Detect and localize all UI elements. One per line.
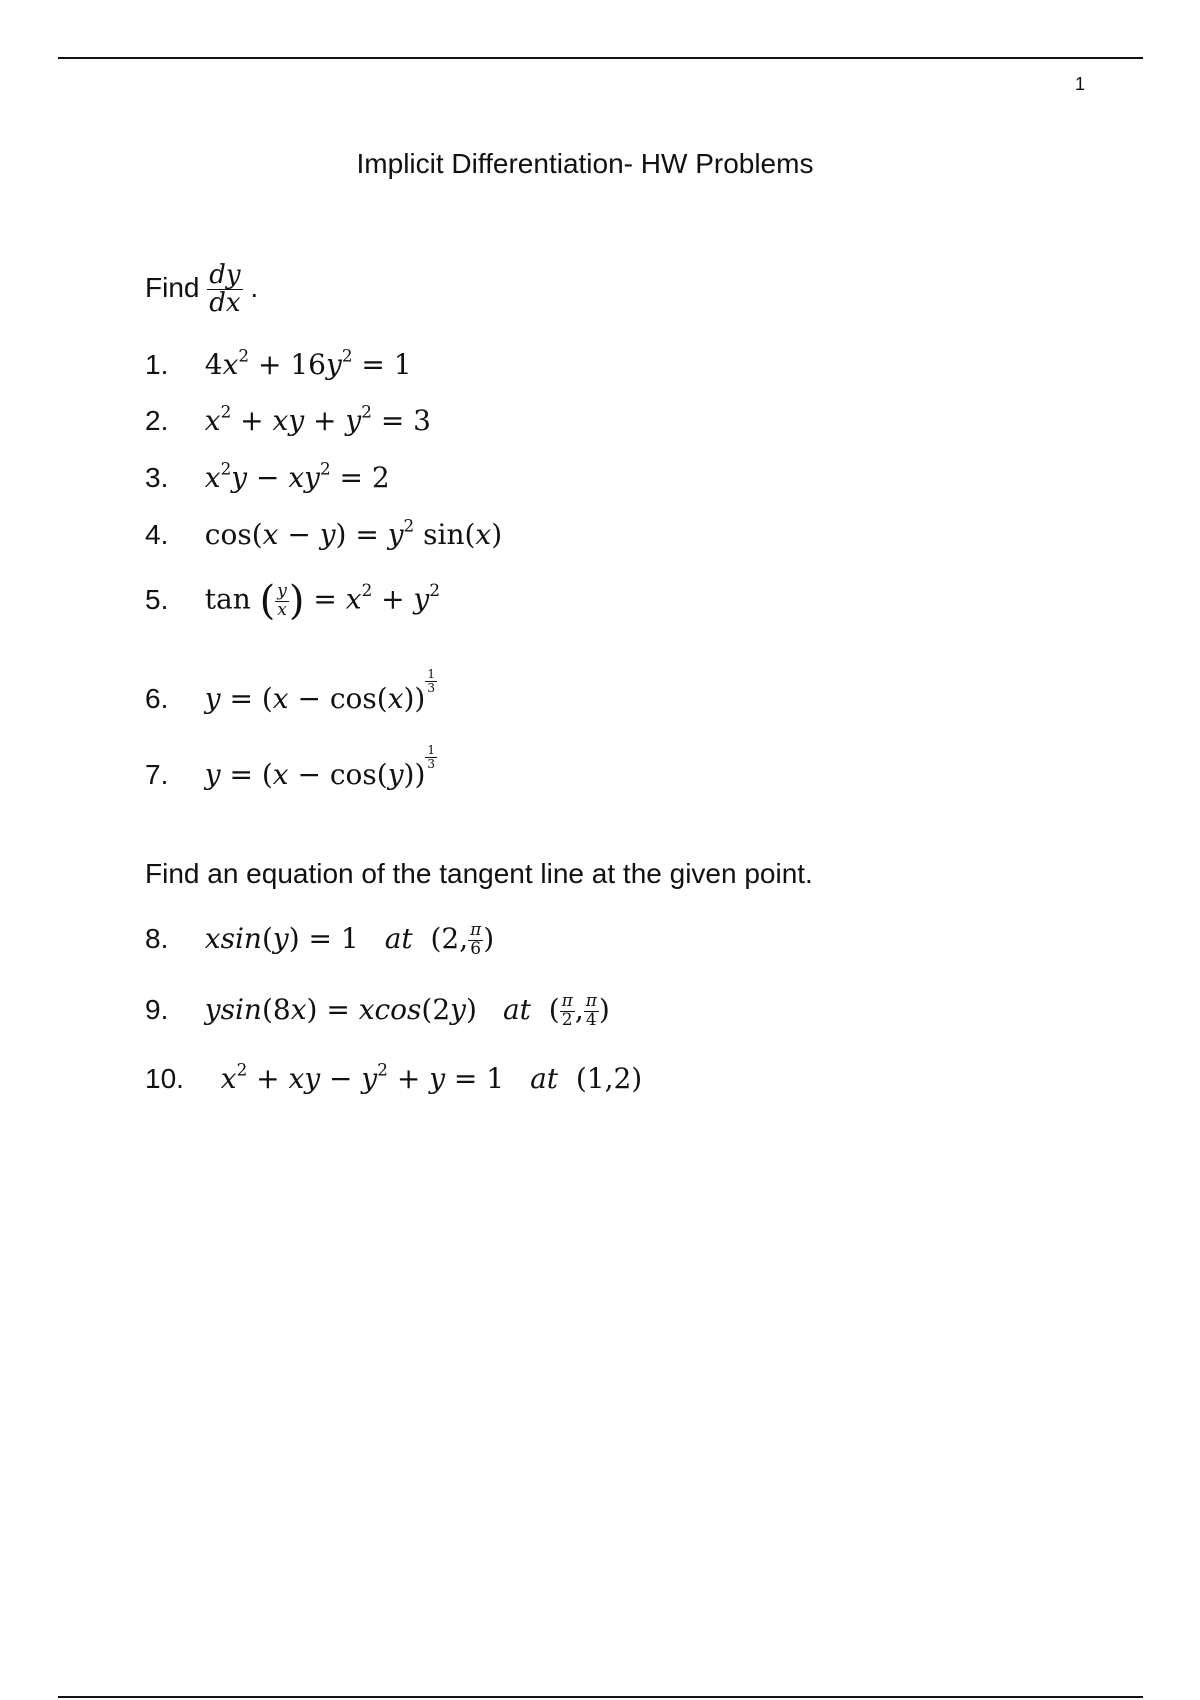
problem-expression: $x^2$ + xy + $y^2 = 3$ (204, 401, 431, 437)
derivative-fraction (207, 262, 242, 318)
problem-expression: tan ( $\frac{y}{x}$ ) = $x^2 + y^2$ (204, 578, 441, 624)
problem-label: 3. (145, 462, 169, 493)
problem-label: 4. (145, 519, 169, 550)
problem-7 (145, 744, 437, 791)
derivative-numerator: dy (209, 260, 241, 290)
problem-label: 8. (145, 923, 169, 954)
problem-label: 7. (145, 758, 169, 790)
footer-rule (58, 1696, 1143, 1698)
problem-2 (145, 401, 431, 437)
problem-label: 9. (145, 994, 169, 1025)
problem-9 (145, 993, 610, 1030)
problem-label: 2. (145, 405, 169, 436)
problem-expression: $x^2y - xy^2 = 2$ (204, 458, 390, 494)
problem-8 (145, 922, 494, 959)
problem-6 (145, 668, 437, 715)
problem-1 (145, 345, 412, 381)
page-title: Implicit Differentiation- HW Problems (356, 148, 814, 179)
problem-expression: $\cos(x - y) = y^2$ sin(x) (204, 515, 503, 551)
problem-expression: $x^2$ + xy − $y^2 + y = 1$ at (1,2) (220, 1059, 643, 1095)
problem-10 (145, 1059, 643, 1095)
problem-label: 1. (145, 349, 169, 380)
instruction-find-derivative (145, 262, 258, 318)
problem-expression: xsin(y) = 1 at (2, $\frac{\pi}{6}$ ) (204, 920, 495, 959)
problem-expression: $4x^2 + 16y^2 = 1$ (204, 345, 412, 381)
problem-4 (145, 515, 503, 551)
problem-label: 10. (145, 1063, 184, 1094)
page-number: 1 (1075, 74, 1086, 94)
problem-expression: y = (x − cos(y)) $^{\frac{1}{3}}$ (204, 743, 436, 791)
header-rule (58, 57, 1143, 59)
problem-expression: ysin(8x) = xcos(2y) at ( $\frac{\pi}{2}$ , $\frac{\pi}{4}$ ) (204, 991, 610, 1030)
instruction-word: Find (145, 272, 200, 304)
problem-expression: y = (x − cos(x)) $^{\frac{1}{3}}$ (204, 667, 435, 715)
problem-3 (145, 458, 390, 494)
instruction-tangent-line: Find an equation of the tangent line at the given point. (145, 858, 813, 889)
problem-label: 5. (145, 583, 169, 615)
problem-5 (145, 578, 440, 624)
derivative-denominator: dx (209, 288, 241, 319)
instruction-period: . (250, 272, 259, 304)
problem-label: 6. (145, 682, 169, 714)
